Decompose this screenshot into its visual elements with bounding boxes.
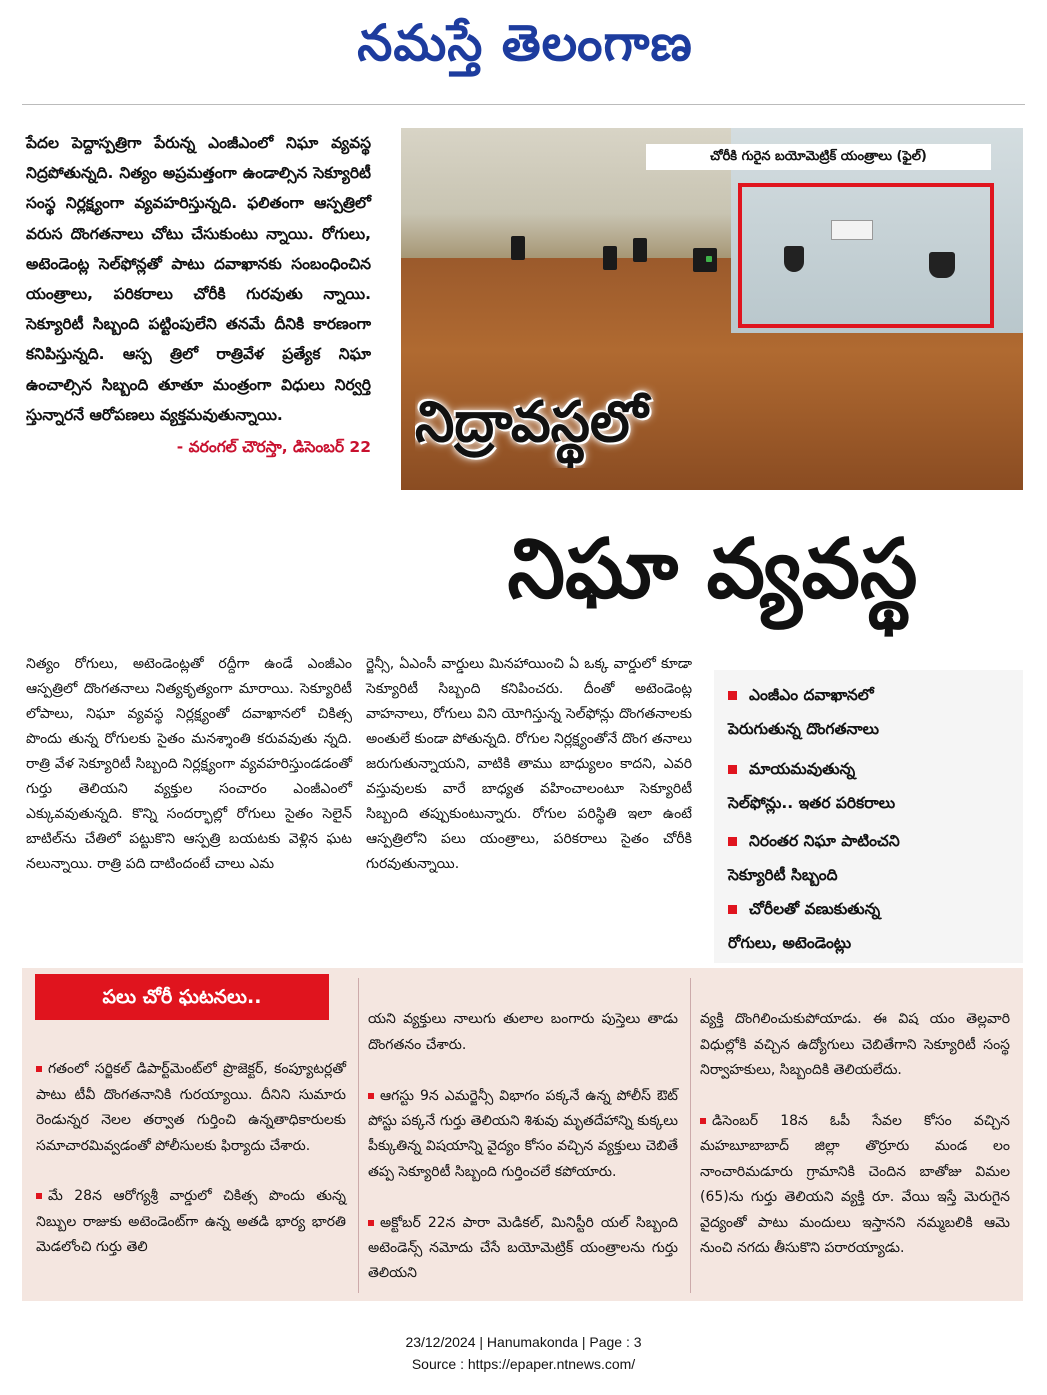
biometric-device [511, 236, 525, 260]
biometric-device [603, 246, 617, 270]
theft-item [700, 1109, 1010, 1261]
body-column-1: నిత్యం రోగులు, అటెండెంట్లతో రద్దీగా ఉండే ఎంజీఎం ఆస్పత్రిలో దొంగతనాలు నిత్యకృత్యంగా మారాయి. సెక్యూరిటీ లోపాలు, నిఘా వ్యవస్థ నిర్లక్ష్యంతో దవాఖానలో చికిత్స పొందు తున్న రోగులకు సైతం మనశ్శాంతి కరువవుతు న్నది. రాత్రి వేళ సెక్యూరిటీ సిబ్బంది నిర్లక్ష్యంగా వ్యవహరిస్తుండడంతో గుర్తు తెలియని వ్యక్తుల సంచారం ఎంజీఎంలో ఎక్కువవుతున్నది. కొన్ని సందర్భాల్లో రోగులు సైతం సెలైన్‌ బాటిల్‌ను చేతిలో పట్టుకొని ఆస్పత్రి బయటకు వెళ్లిన ఘట నలున్నాయి. రాత్రి పది దాటిందంటే చాలు ఎమ [26, 656, 352, 872]
highlight-text: మాయమవుతున్న సెల్‌ఫోన్లు.. ఇతర పరికరాలు [728, 760, 896, 812]
theft-item [368, 1084, 678, 1186]
highlight-item [728, 678, 1018, 746]
intro-text: పేదల పెద్దాస్పత్రిగా పేరున్న ఎంజీఎంలో నిఘా వ్యవస్థ నిద్రపోతున్నది. నిత్యం అప్రమత్తంగా ఉండాల్సిన సెక్యూరిటీ సంస్థ నిర్లక్ష్యంగా వ్యవహరిస్తున్నది. ఫలితంగా ఆస్పత్రిలో వరుస దొంగతనాలు చోటు చేసుకుంటు న్నాయి. రోగులు, అటెండెంట్ల సెల్‌ఫోన్లతో పాటు దవాఖానకు సంబంధించిన యంత్రాలు, పరికరాలు చోరీకి గురవుతు న్నాయి. సెక్యూరిటీ సిబ్బంది పట్టింపులేని తనమే దీనికి కారణంగా కనిపిస్తున్నది. ఆస్ప త్రిలో రాత్రివేళ ప్రత్యేక నిఘా ఉంచాల్సిన సిబ్బంది తూతూ మంత్రంగా విధులు నిర్వర్తి స్తున్నారనే ఆరోపణలు వ్యక్తమవుతున్నాయి. [26, 134, 371, 424]
theft-item-continued: వ్యక్తి దొంగిలించుకుపోయాడు. ఈ విష యం తెల్లవారి విధుల్లోకి వచ్చిన ఉద్యోగులు చెబితేగాని సెక్యూరిటీ సంస్థ నిర్వాహకులు, సిబ్బందికి తెలియలేదు. [700, 1011, 1010, 1079]
photo-highlight-frame [738, 183, 994, 328]
bullet-marker [728, 905, 737, 914]
highlight-item [728, 824, 1018, 892]
newspaper-masthead: నమస్తే తెలంగాణ [357, 14, 693, 72]
theft-item [36, 1184, 346, 1260]
biometric-device [633, 238, 647, 262]
bullet-marker [728, 765, 737, 774]
highlight-item [728, 752, 1018, 820]
theft-item-text: అక్టోబర్‌ 22న పారా మెడికల్‌, మినిస్టీరి యల్‌ సిబ్బంది అటెండెన్స్‌ నమోదు చేసే బయోమెట్రిక్‌ యంత్రాలను గుర్తు తెలియని [368, 1214, 678, 1282]
item-marker [368, 1220, 374, 1226]
theft-column-1 [36, 1032, 346, 1286]
highlight-text: ఎంజీఎం దవాఖానలో పెరుగుతున్న దొంగతనాలు [728, 686, 879, 738]
item-marker [368, 1093, 374, 1099]
theft-item [368, 1211, 678, 1287]
biometric-device [693, 248, 717, 272]
item-marker [36, 1193, 42, 1199]
body-column-2: ర్జెన్సీ, ఏఎంసీ వార్డులు మినహాయించి ఏ ఒక్క వార్డులో కూడా సెక్యూరిటీ సిబ్బంది కనిపించరు. దీంతో అటెండెంట్ల వాహనాలు, రోగులు విని యోగిస్తున్న సెల్‌ఫోన్లు దొంగతనాలకు అంతులే కుండా పోతున్నది. రోగుల నిర్లక్ష్యంతోనే దొంగ తనాలు జరుగుతున్నాయని, వాటికి తాము బాధ్యులం కాదని, ఎవరి వస్తువులకు వారే బాధ్యత వహించాలంటూ సెక్యూరిటీ సిబ్బంది తప్పుకుంటున్నారు. రోగుల పరిస్థితి ఇలా ఉంటే ఆస్పత్రిలోని పలు యంత్రాలు, పరికరాలు సైతం చోరీకి గురవుతున్నాయి. [366, 656, 692, 872]
theft-column-2 [368, 982, 678, 1312]
theft-incidents-section [22, 968, 1023, 1301]
highlights-panel [714, 670, 1023, 963]
theft-item-continued: యని వ్యక్తులు నాలుగు తులాల బంగారు పుస్తెలు తాడు దొంగతనం చేశారు. [368, 1011, 678, 1053]
highlight-item [728, 892, 1018, 960]
column-divider [358, 978, 359, 1293]
headline-line2: నిఘా వ్యవస్థ [507, 522, 918, 617]
item-marker [36, 1066, 42, 1072]
column-divider [690, 978, 691, 1293]
item-marker [700, 1118, 706, 1124]
headline-line1: నిద్రావస్థలో [415, 390, 648, 455]
footer-source-link[interactable]: Source : https://epaper.ntnews.com/ [411, 1356, 636, 1372]
photo-caption: చోరీకి గురైన బయోమెట్రిక్‌ యంత్రాలు (ఫైల్‌) [646, 144, 991, 170]
theft-item-text: మే 28న ఆరోగ్యశ్రీ వార్డులో చికిత్స పొందు తున్న నిబ్బుల రాజుకు అటెండెంట్‌గా ఉన్న అతడి భార్య భారతి మెడలోంచి గుర్తు తెలి [36, 1188, 346, 1256]
highlight-text: చోరీలతో వణుకుతున్న రోగులు, అటెండెంట్లు [728, 900, 881, 952]
dateline: - వరంగల్‌ చౌరస్తా, డిసెంబర్‌ 22 [176, 438, 371, 457]
device-indicator [706, 256, 712, 262]
theft-item-text: గతంలో సర్జికల్‌ డిపార్ట్‌మెంట్‌లో ప్రొజెక్టర్‌, కంప్యూటర్లతో పాటు టీవీ దొంగతనానికి గురయ్యాయి. దీనిని సుమారు రెండున్నర నెలల తర్వాత గుర్తించి ఉన్నతాధికారులకు సమాచారమివ్వడంతో పోలీసులకు ఫిర్యాదు చేశారు. [36, 1061, 346, 1154]
theft-column-3 [700, 982, 1010, 1287]
bullet-marker [728, 691, 737, 700]
theft-item-text: ఆగస్టు 9న ఎమర్జెన్సీ విభాగం పక్కనే ఉన్న పోలీస్‌ ఔట్‌ పోస్టు పక్కనే గుర్తు తెలియని శిశువు మృతదేహాన్ని కుక్కలు పీక్కుతిన్న విషయాన్ని వైద్యం కోసం వచ్చిన వ్యక్తులు చెబితే తప్ప సెక్యూరిటీ సిబ్బంది గుర్తించలే కపోయారు. [368, 1087, 678, 1180]
theft-item [36, 1057, 346, 1159]
masthead-divider [22, 104, 1025, 105]
theft-section-heading: పలు చోరీ ఘటనలు.. [35, 974, 329, 1020]
footer-edition-info: 23/12/2024 | Hanumakonda | Page : 3 [405, 1334, 642, 1350]
theft-item-text: డిసెంబర్‌ 18న ఓపీ సేవల కోసం వచ్చిన మహబూబాబాద్‌ జిల్లా తొర్రూరు మండ లం నాంచారిమడూరు గ్రామానికి చెందిన బాతోజు విమల (65)ను గుర్తు తెలియని వ్యక్తి రూ. వేయి ఇస్తే మెరుగైన వైద్యంతో పాటు మందులు ఇస్తానని నమ్మబలికి ఆమె నుంచి నగదు తీసుకొని పరారయ్యాడు. [700, 1113, 1010, 1257]
bullet-marker [728, 837, 737, 846]
highlight-text: నిరంతర నిఘా పాటించని సెక్యూరిటీ సిబ్బంది [728, 832, 900, 884]
intro-block [26, 128, 371, 462]
